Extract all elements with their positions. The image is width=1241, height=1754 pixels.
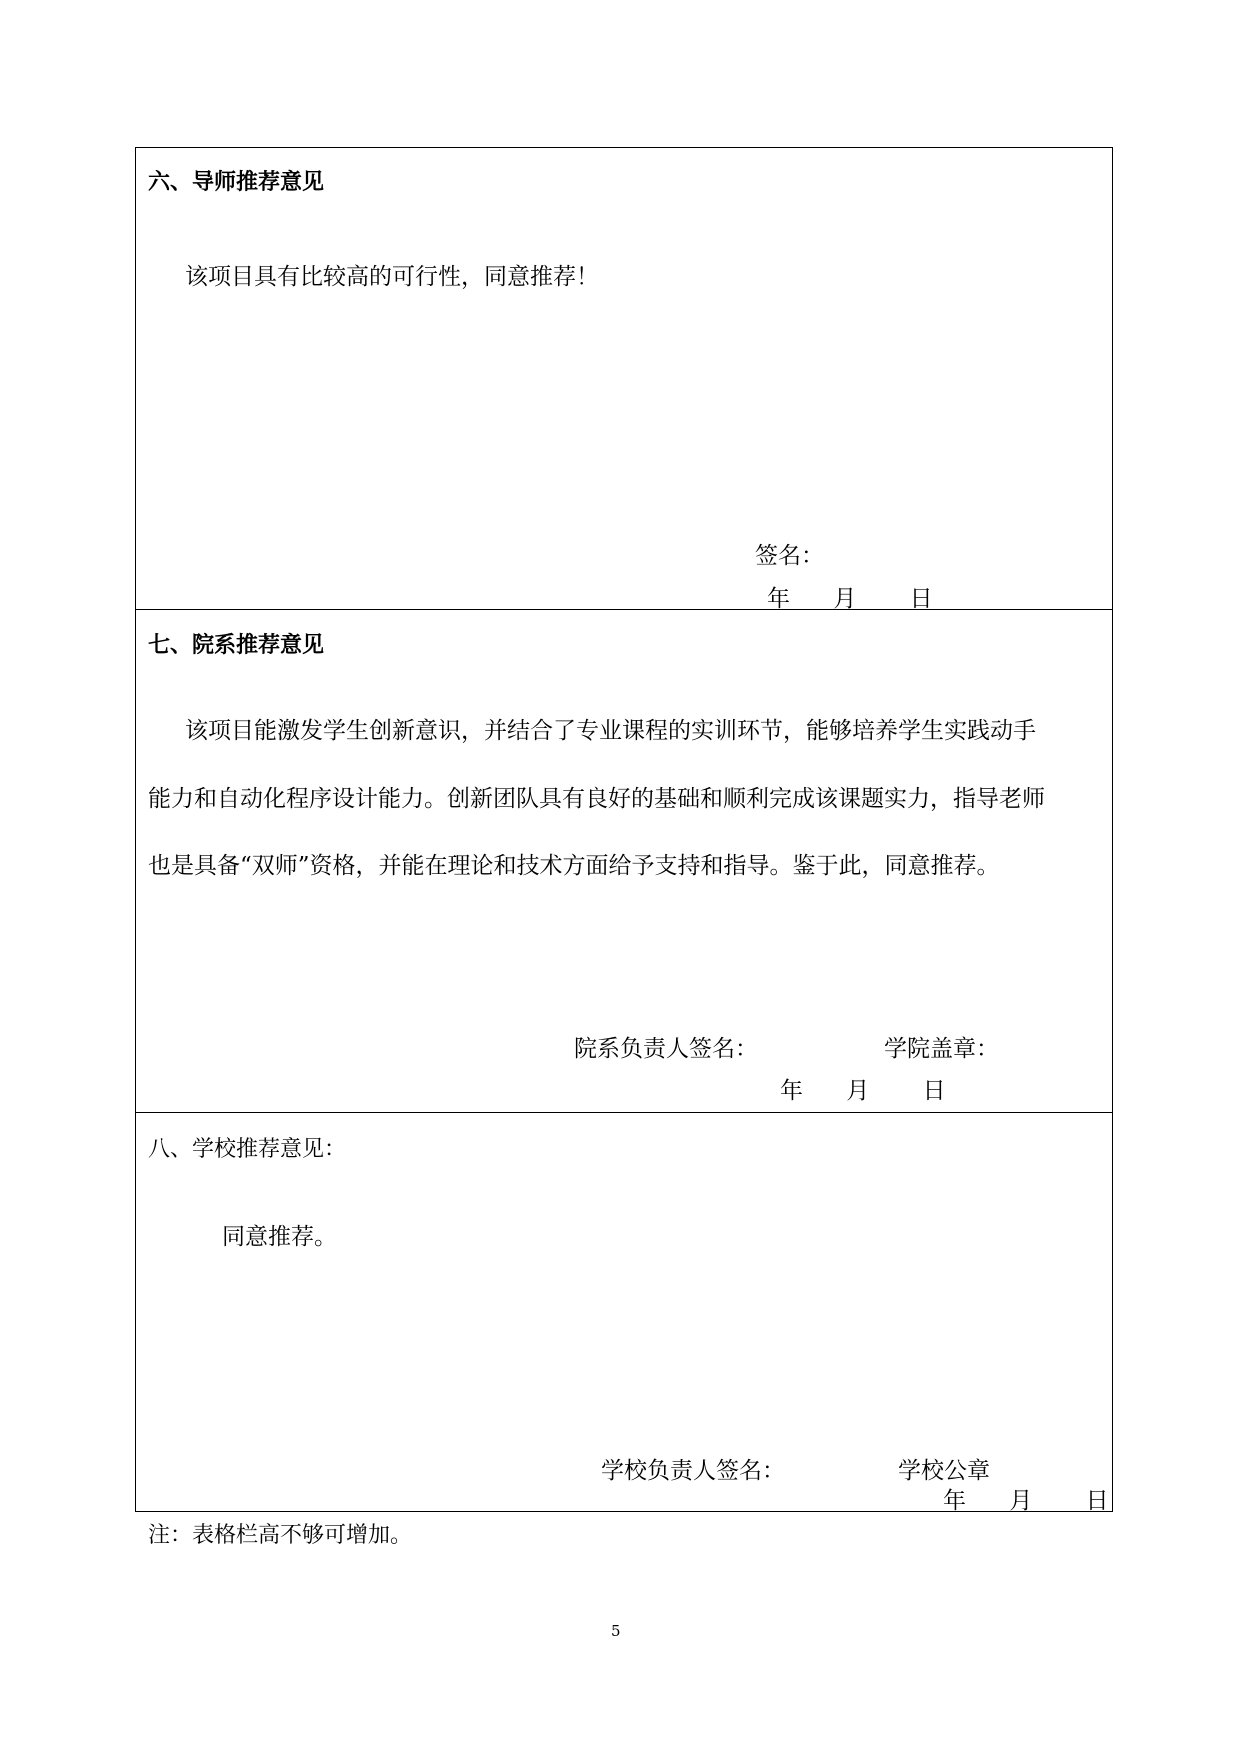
section7-date xyxy=(780,1072,946,1105)
table-note: 注：表格栏高不够可增加。 xyxy=(148,1523,413,1548)
date-day: 日 xyxy=(922,1078,946,1104)
date-month: 月 xyxy=(1009,1488,1033,1514)
section7-body-line: 该项目能激发学生创新意识，并结合了专业课程的实训环节，能够培养学生实践动手 xyxy=(185,718,1036,744)
section6-heading: 六、导师推荐意见 xyxy=(148,169,325,195)
date-year: 年 xyxy=(767,586,790,612)
section7-heading: 七、院系推荐意见 xyxy=(148,632,325,658)
date-year: 年 xyxy=(943,1488,966,1514)
section6-signature-label: 签名： xyxy=(755,543,824,569)
section8-signature-label: 学校负责人签名： xyxy=(601,1458,785,1484)
date-month: 月 xyxy=(833,586,857,612)
section6-date xyxy=(767,580,933,613)
section6-body: 该项目具有比较高的可行性，同意推荐！ xyxy=(185,264,599,290)
section8-date xyxy=(943,1482,1109,1515)
section8-seal-label: 学校公章 xyxy=(898,1458,990,1484)
date-year: 年 xyxy=(780,1078,803,1104)
section7-seal-label: 学院盖章： xyxy=(884,1036,999,1062)
date-day: 日 xyxy=(1085,1488,1109,1514)
section7-body-line: 也是具备“双师”资格，并能在理论和技术方面给予支持和指导。鉴于此，同意推荐。 xyxy=(148,853,1000,879)
date-day: 日 xyxy=(909,586,933,612)
section-divider xyxy=(135,609,1113,610)
section8-body: 同意推荐。 xyxy=(222,1224,337,1250)
section-divider xyxy=(135,1112,1113,1113)
form-table xyxy=(135,147,1113,1512)
section7-body-line: 能力和自动化程序设计能力。创新团队具有良好的基础和顺利完成该课题实力，指导老师 xyxy=(148,786,1045,812)
date-month: 月 xyxy=(846,1078,870,1104)
page-number: 5 xyxy=(611,1622,621,1640)
section7-signature-label: 院系负责人签名： xyxy=(574,1036,758,1062)
section8-heading: 八、学校推荐意见： xyxy=(148,1137,347,1162)
